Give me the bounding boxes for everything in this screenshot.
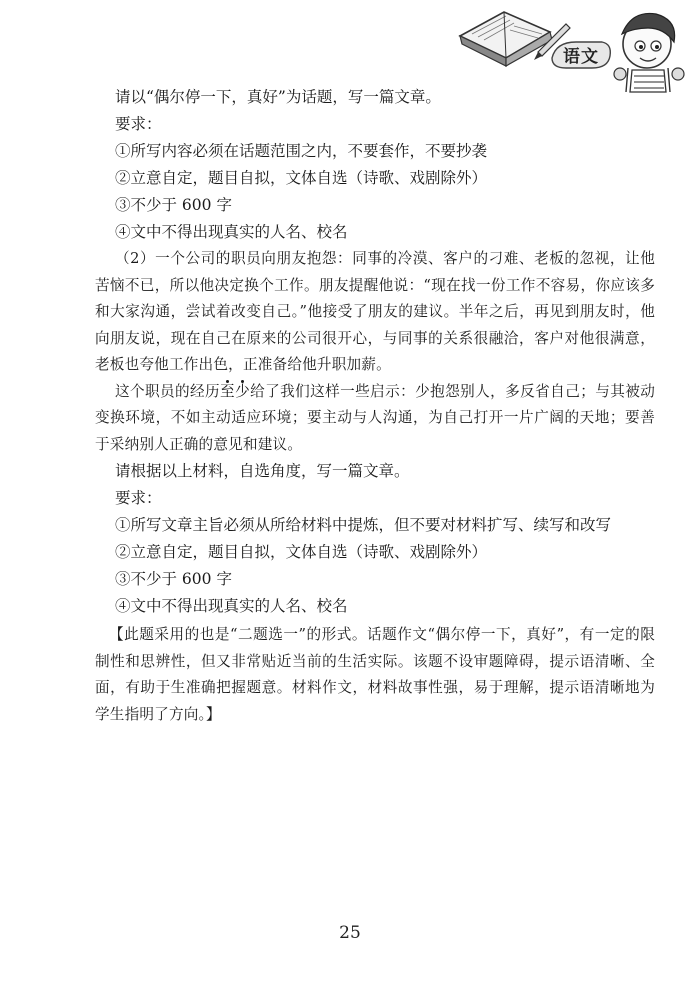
material-prompt: 请根据以上材料，自选角度，写一篇文章。 — [115, 462, 410, 480]
main-content — [95, 84, 655, 728]
page-number: 25 — [339, 923, 361, 943]
material-requirement-item: ①所写文章主旨必须从所给材料中提炼，但不要对材料扩写、续写和改写 — [115, 516, 612, 534]
material-inspiration-paragraph — [95, 379, 655, 459]
material-requirements-title: 要求： — [115, 489, 162, 507]
material-inspiration-text: 这个职员的经历 — [115, 382, 221, 400]
material-inspiration-text: 给了我们这样一些启示：少抱怨别人，多反省自己；与其被动变换环境，不如主动适应环境；要主动与人沟通，为自己打开一片广阔的天地；要善于采纳别人正确的意见和建议。 — [95, 382, 656, 453]
emphasis-char: 至 — [220, 382, 236, 400]
material-requirement-item: ④文中不得出现真实的人名、校名 — [115, 597, 348, 615]
topic-requirement-item: ③不少于 600 字 — [115, 196, 232, 214]
topic-prompt: 请以“偶尔停一下，真好”为话题，写一篇文章。 — [115, 88, 441, 106]
material-paragraph: （2）一个公司的职员向朋友抱怨：同事的冷漠、客户的刁难、老板的忽视，让他苦恼不已，所以他决定换个工作。朋友提醒他说：“现在找一份工作不容易，你应该多和大家沟通，尝试着改变自己。”他接受了朋友的建议。半年之后，再见到朋友时，他向朋友说，现在自己在原来的公司很开心，与同事的关系很融洽，客户对他很满意，老板也夸他工作出色，正准备给他升职加薪。 — [95, 250, 655, 373]
emphasis-char: 少 — [235, 382, 251, 400]
subject-label: 语文 — [563, 47, 599, 67]
topic-requirements-title: 要求： — [115, 115, 162, 133]
topic-requirement-item: ①所写内容必须在话题范围之内，不要套作，不要抄袭 — [115, 142, 488, 160]
material-requirement-item: ③不少于 600 字 — [115, 570, 232, 588]
commentary-note: 【此题采用的也是“二题选一”的形式。话题作文“偶尔停一下，真好”，有一定的限制性和思辨性，但又非常贴近当前的生活实际。该题不设审题障碍，提示语清晰、全面，有助于生准确把握题意。材料作文，材料故事性强，易于理解，提示语清晰地为学生指明了方向。】 — [95, 626, 655, 723]
topic-requirement-item: ④文中不得出现真实的人名、校名 — [115, 223, 348, 241]
topic-requirement-item: ②立意自定，题目自拟，文体自选（诗歌、戏剧除外） — [115, 169, 488, 187]
material-requirement-item: ②立意自定，题目自拟，文体自选（诗歌、戏剧除外） — [115, 543, 488, 561]
